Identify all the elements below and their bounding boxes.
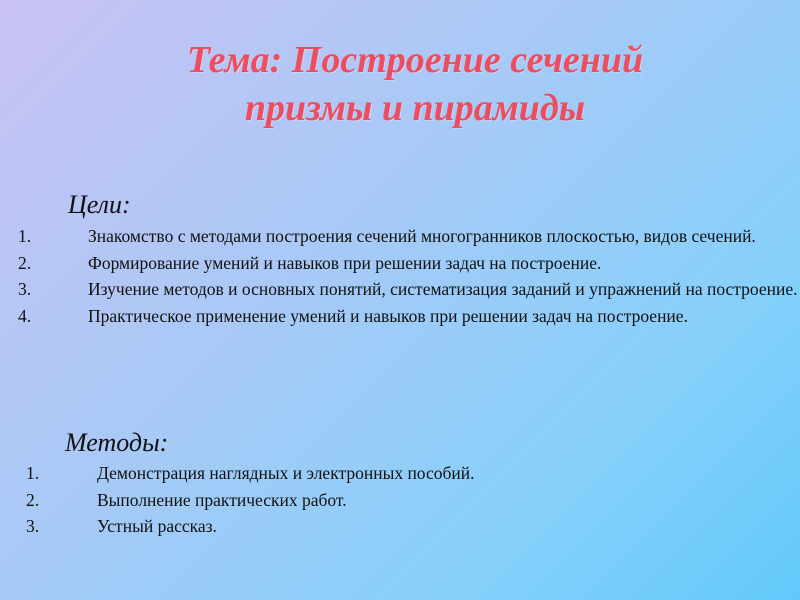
list-item-number: 3. — [18, 279, 32, 299]
methods-list — [22, 460, 722, 540]
list-item — [22, 487, 722, 514]
list-item-text: Устный рассказ. — [97, 516, 217, 536]
list-item-number: 2. — [18, 252, 32, 273]
list-item-number: 1. — [26, 463, 40, 483]
slide-title — [0, 36, 800, 132]
list-item-text: Практическое применение умений и навыков при решении задач на построение. — [88, 305, 688, 326]
goals-list — [18, 223, 800, 329]
list-item-text: Выполнение практических работ. — [97, 489, 347, 510]
slide-title-line-2: призмы и пирамиды — [244, 87, 586, 129]
list-item — [22, 460, 722, 487]
list-item-text: Знакомство с методами построения сечений многогранников плоскостью, видов сечений. — [88, 226, 756, 246]
list-item — [18, 303, 800, 330]
list-item-text: Демонстрация наглядных и электронных пособий. — [97, 463, 475, 483]
list-item-number: 2. — [26, 489, 40, 510]
list-item — [18, 250, 800, 277]
methods-heading: Методы: — [65, 428, 169, 457]
list-item-number: 3. — [26, 516, 40, 536]
list-item — [18, 223, 800, 250]
list-item-number: 1. — [18, 226, 32, 246]
goals-heading: Цели: — [68, 190, 131, 219]
list-item — [18, 276, 800, 303]
list-item-text: Формирование умений и навыков при решении задач на построение. — [88, 252, 602, 273]
list-item — [22, 513, 722, 540]
list-item-text: Изучение методов и основных понятий, систематизация заданий и упражнений на построение. — [88, 279, 798, 299]
slide-title-line-1: Тема: Построение сечений — [186, 39, 644, 81]
list-item-number: 4. — [18, 305, 32, 326]
